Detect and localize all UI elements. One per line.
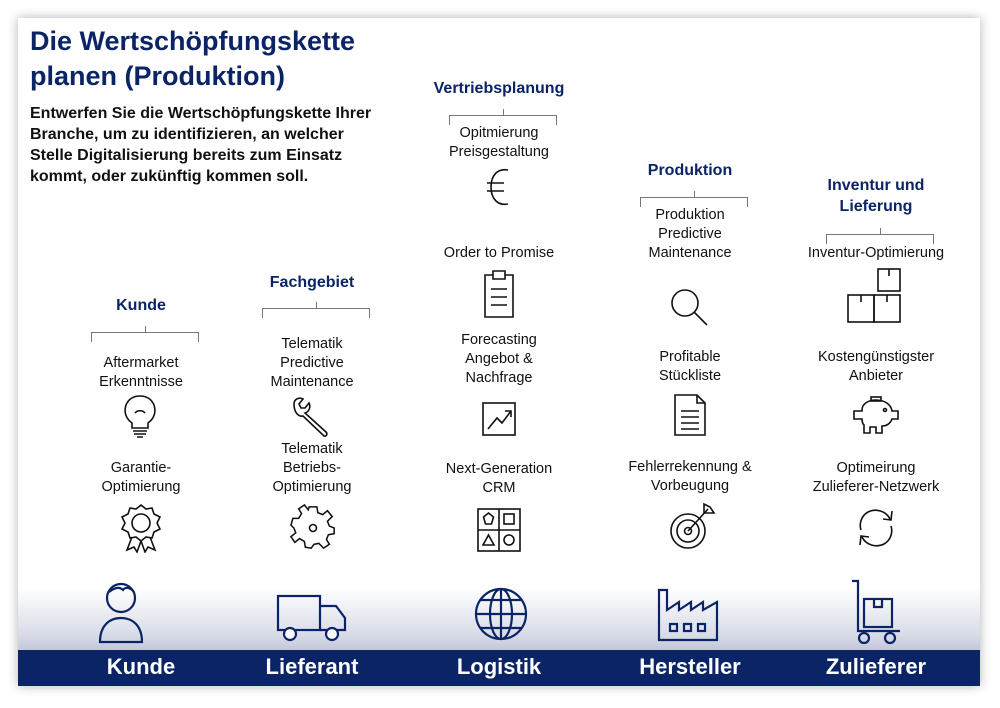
target-arrow-icon — [668, 501, 716, 551]
heading-bracket — [91, 332, 199, 342]
column-produktion — [610, 18, 770, 618]
title-line-2: planen (Produktion) — [30, 61, 285, 91]
column-heading: Kunde — [116, 297, 166, 314]
wrench-icon — [290, 396, 336, 440]
item-inventur-optimierung: Inventur-Optimierung — [807, 245, 945, 261]
column-heading: Fachgebiet — [269, 274, 355, 291]
globe-icon — [473, 586, 529, 647]
euro-icon — [486, 166, 512, 208]
bar-label-logistik: Logistik — [456, 654, 542, 679]
column-heading: Produktion — [647, 162, 733, 179]
clipboard-icon — [482, 269, 516, 319]
shapes-grid-icon — [477, 508, 521, 552]
bar-label-lieferant: Lieferant — [265, 654, 359, 679]
item-aftermarket: Aftermarket Erkenntnisse — [99, 355, 183, 390]
heading-bracket — [826, 234, 934, 244]
piggy-bank-icon — [850, 396, 902, 436]
title-line-1: Die Wertschöpfungskette — [30, 26, 356, 56]
trend-chart-icon — [481, 401, 517, 437]
slide-card — [18, 18, 980, 686]
item-fehlererkennung: Fehlerrekennung & Vorbeugung — [628, 459, 752, 494]
document-icon — [673, 393, 707, 437]
gear-icon — [290, 504, 336, 550]
magnifier-icon — [668, 286, 710, 328]
item-telematik-betrieb: Telematik Betriebs- Optimierung — [272, 441, 352, 495]
column-inventur — [796, 18, 956, 618]
column-fachgebiet — [232, 18, 392, 618]
award-rosette-icon — [119, 503, 163, 553]
bar-label-kunde: Kunde — [106, 654, 176, 679]
item-produktion-maintenance: Produktion Predictive Maintenance — [648, 207, 732, 261]
item-telematik-maintenance: Telematik Predictive Maintenance — [270, 336, 354, 390]
item-crm: Next-Generation CRM — [445, 461, 553, 496]
bar-label-hersteller: Hersteller — [639, 654, 741, 679]
factory-icon — [656, 586, 720, 647]
heading-bracket — [262, 308, 370, 318]
column-vertriebsplanung — [419, 18, 579, 618]
item-stueckliste: Profitable Stückliste — [658, 349, 722, 384]
truck-icon — [276, 592, 348, 647]
item-forecasting: Forecasting Angebot & Nachfrage — [461, 332, 537, 386]
column-heading: Inventur und Lieferung — [827, 177, 925, 215]
boxes-icon — [846, 267, 904, 325]
item-preisgestaltung: Opitmierung Preisgestaltung — [449, 125, 549, 160]
intro-text: Entwerfen Sie die Wertschöpfungskette Ihrer Branche, um zu identifizieren, an welcher Stelle Digitalisierung bereits zum Einsatz kommt, oder zukünftig kommen soll. — [30, 105, 372, 185]
item-garantie: Garantie- Optimierung — [101, 460, 181, 495]
column-heading: Vertriebsplanung — [433, 80, 565, 97]
item-anbieter: Kostengünstigster Anbieter — [817, 349, 935, 384]
cycle-arrows-icon — [854, 505, 898, 551]
bar-label-zulieferer: Zulieferer — [825, 654, 927, 679]
hand-truck-icon — [848, 579, 904, 650]
person-icon — [96, 578, 146, 649]
category-bar — [18, 650, 980, 686]
item-netzwerk: Optimeirung Zulieferer-Netzwerk — [812, 460, 940, 495]
lightbulb-icon — [120, 393, 160, 439]
item-order-to-promise: Order to Promise — [443, 245, 555, 261]
column-kunde — [61, 18, 221, 618]
